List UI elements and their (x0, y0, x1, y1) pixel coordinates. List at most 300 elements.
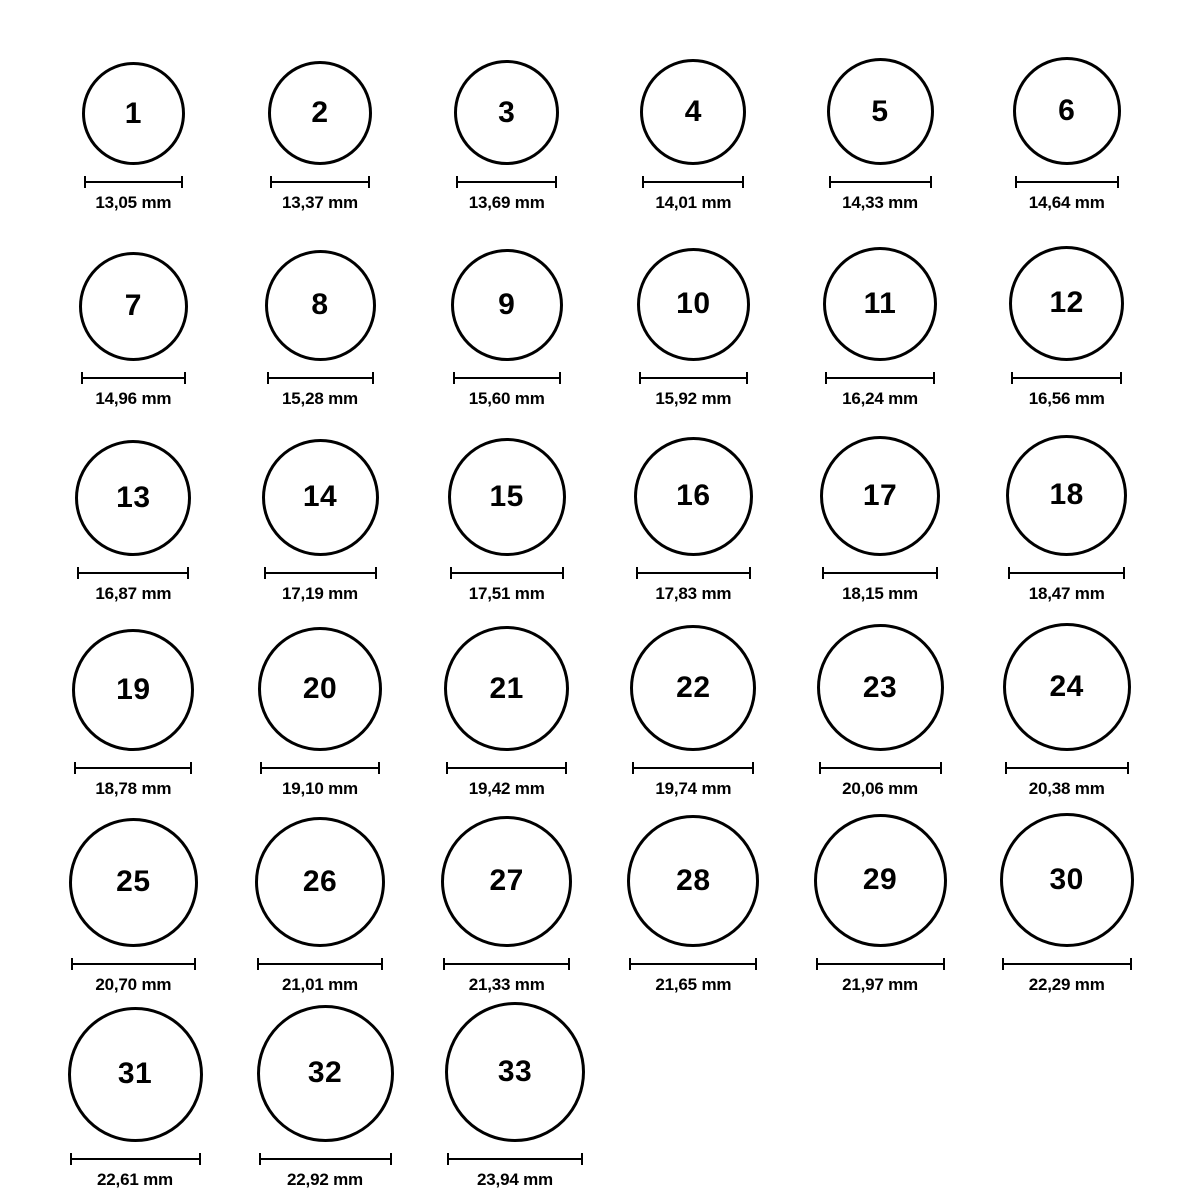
caliper-icon (629, 958, 757, 970)
ring-size-number: 31 (117, 1057, 153, 1091)
caliper-bar (822, 572, 938, 574)
caliper-icon (260, 762, 380, 774)
caliper-icon (632, 762, 754, 774)
ring-size-number: 5 (871, 94, 889, 128)
caliper-tick-right (936, 567, 938, 579)
ring-circle (451, 249, 563, 361)
diameter-label: 14,33 mm (842, 193, 918, 213)
caliper-bar (443, 963, 570, 965)
caliper-tick-right (1120, 372, 1122, 384)
ring-size-number: 4 (684, 95, 702, 129)
caliper-tick-right (565, 762, 567, 774)
ring-size-number: 24 (1049, 670, 1084, 704)
diameter-measure (1011, 372, 1122, 409)
ring-size-number: 7 (124, 289, 142, 323)
ring-size-cell (40, 1007, 230, 1190)
diameter-label: 22,61 mm (97, 1169, 173, 1189)
caliper-tick-left (1005, 762, 1007, 774)
ring-size-cell (973, 57, 1160, 213)
caliper-tick-left (74, 762, 76, 774)
caliper-tick-left (257, 958, 259, 970)
ring-size-cell (973, 435, 1160, 604)
ring-circle (262, 439, 379, 556)
caliper-bar (816, 963, 945, 965)
ring-size-number: 20 (302, 672, 338, 706)
diameter-label: 13,05 mm (95, 193, 172, 213)
chart-row (40, 213, 1160, 408)
ring-size-cell (40, 629, 227, 799)
caliper-tick-right (378, 762, 380, 774)
caliper-tick-right (555, 176, 557, 188)
caliper-icon (816, 958, 945, 970)
diameter-measure (1015, 176, 1119, 213)
diameter-measure (639, 372, 748, 409)
ring-circle (1003, 623, 1131, 751)
ring-size-number: 33 (497, 1054, 533, 1088)
diameter-measure (443, 958, 570, 995)
caliper-icon (81, 372, 186, 384)
caliper-tick-right (940, 762, 942, 774)
ring-circle (68, 1007, 203, 1142)
caliper-icon (74, 762, 192, 774)
ring-size-cell (413, 249, 600, 409)
ring-circle (630, 625, 756, 751)
caliper-bar (267, 377, 374, 379)
ring-circle (820, 436, 940, 556)
ring-circle (445, 1002, 585, 1142)
diameter-measure (819, 762, 942, 799)
caliper-icon (456, 176, 557, 188)
ring-circle (255, 817, 385, 947)
caliper-bar (639, 377, 748, 379)
caliper-bar (636, 572, 751, 574)
ring-size-number: 30 (1049, 862, 1084, 896)
diameter-measure (1005, 762, 1129, 799)
caliper-bar (447, 1158, 583, 1160)
caliper-tick-left (267, 372, 269, 384)
caliper-bar (632, 767, 754, 769)
diameter-measure (632, 762, 754, 799)
ring-size-cell (227, 817, 414, 995)
caliper-bar (74, 767, 192, 769)
caliper-tick-left (443, 958, 445, 970)
caliper-icon (270, 176, 370, 188)
ring-size-number: 22 (676, 671, 711, 705)
caliper-tick-left (84, 176, 86, 188)
ring-size-cell (600, 59, 787, 213)
ring-size-number: 14 (302, 480, 338, 514)
diameter-label: 21,65 mm (655, 974, 732, 994)
caliper-bar (829, 181, 932, 183)
caliper-tick-left (270, 176, 272, 188)
caliper-icon (1008, 567, 1125, 579)
caliper-tick-right (742, 176, 744, 188)
ring-size-cell (600, 248, 787, 409)
chart-row (40, 18, 1160, 213)
caliper-bar (1002, 963, 1132, 965)
diameter-measure (260, 762, 380, 799)
diameter-measure (829, 176, 932, 213)
caliper-bar (81, 377, 186, 379)
diameter-label: 14,64 mm (1028, 193, 1105, 213)
caliper-bar (70, 1158, 201, 1160)
caliper-icon (1002, 958, 1132, 970)
ring-size-number: 9 (498, 287, 516, 321)
caliper-icon (453, 372, 561, 384)
caliper-tick-right (930, 176, 932, 188)
ring-circle (258, 627, 382, 751)
ring-circle (441, 816, 572, 947)
caliper-tick-right (368, 176, 370, 188)
diameter-measure (453, 372, 561, 409)
caliper-tick-right (194, 958, 196, 970)
caliper-tick-left (1015, 176, 1017, 188)
ring-circle (1013, 57, 1121, 165)
ring-size-cell (600, 625, 787, 799)
diameter-label: 16,24 mm (842, 388, 918, 408)
diameter-measure (84, 176, 183, 213)
diameter-measure (70, 1153, 201, 1190)
ring-size-number: 23 (862, 670, 898, 704)
diameter-measure (822, 567, 938, 604)
ring-size-cell (420, 1002, 610, 1190)
caliper-tick-left (259, 1153, 261, 1165)
ring-size-number: 15 (489, 479, 524, 513)
caliper-icon (450, 567, 564, 579)
caliper-bar (257, 963, 383, 965)
caliper-icon (446, 762, 567, 774)
diameter-measure (1002, 958, 1132, 995)
caliper-icon (447, 1153, 583, 1165)
caliper-bar (629, 963, 757, 965)
ring-circle (75, 440, 191, 556)
diameter-label: 16,56 mm (1028, 388, 1105, 408)
ring-circle (268, 61, 372, 165)
ring-size-cell (413, 816, 600, 995)
caliper-icon (1005, 762, 1129, 774)
ring-circle (814, 814, 947, 947)
ring-circle (257, 1005, 394, 1142)
diameter-label: 17,19 mm (282, 583, 358, 603)
caliper-tick-left (642, 176, 644, 188)
caliper-icon (819, 762, 942, 774)
caliper-bar (259, 1158, 392, 1160)
diameter-measure (450, 567, 564, 604)
caliper-tick-left (819, 762, 821, 774)
caliper-icon (77, 567, 189, 579)
caliper-tick-right (181, 176, 183, 188)
ring-circle (627, 815, 759, 947)
ring-size-number: 16 (676, 479, 711, 513)
diameter-label: 14,01 mm (655, 193, 732, 213)
caliper-icon (636, 567, 751, 579)
caliper-tick-left (639, 372, 641, 384)
caliper-tick-right (933, 372, 935, 384)
caliper-bar (260, 767, 380, 769)
diameter-label: 21,97 mm (842, 974, 918, 994)
caliper-tick-left (636, 567, 638, 579)
ring-circle (72, 629, 194, 751)
caliper-bar (825, 377, 935, 379)
diameter-label: 17,51 mm (468, 583, 545, 603)
caliper-tick-left (1008, 567, 1010, 579)
caliper-bar (1011, 377, 1122, 379)
ring-size-number: 19 (116, 673, 151, 707)
diameter-measure (81, 372, 186, 409)
caliper-tick-right (375, 567, 377, 579)
ring-size-number: 12 (1049, 286, 1084, 320)
caliper-icon (642, 176, 744, 188)
caliper-tick-left (629, 958, 631, 970)
caliper-tick-left (260, 762, 262, 774)
caliper-icon (267, 372, 374, 384)
ring-size-number: 21 (489, 671, 524, 705)
diameter-label: 21,01 mm (282, 974, 358, 994)
caliper-icon (257, 958, 383, 970)
diameter-label: 17,83 mm (655, 583, 732, 603)
diameter-label: 14,96 mm (95, 388, 172, 408)
ring-size-cell (973, 246, 1160, 409)
ring-size-number: 6 (1058, 94, 1076, 128)
ring-size-number: 27 (489, 864, 524, 898)
ring-size-number: 2 (311, 96, 329, 130)
caliper-icon (84, 176, 183, 188)
caliper-tick-left (70, 1153, 72, 1165)
ring-size-cell (787, 436, 974, 604)
caliper-tick-right (752, 762, 754, 774)
diameter-measure (259, 1153, 392, 1190)
caliper-bar (1005, 767, 1129, 769)
ring-size-number: 1 (124, 96, 142, 130)
caliper-tick-left (264, 567, 266, 579)
caliper-icon (71, 958, 196, 970)
caliper-tick-left (450, 567, 452, 579)
caliper-tick-left (1011, 372, 1013, 384)
ring-circle (1006, 435, 1127, 556)
ring-circle (637, 248, 750, 361)
ring-size-cell (40, 62, 227, 213)
ring-size-cell (600, 815, 787, 995)
diameter-label: 19,10 mm (282, 779, 358, 799)
caliper-icon (639, 372, 748, 384)
caliper-bar (1015, 181, 1119, 183)
ring-circle (640, 59, 746, 165)
caliper-tick-left (816, 958, 818, 970)
caliper-icon (264, 567, 377, 579)
diameter-label: 15,92 mm (655, 388, 732, 408)
ring-size-number: 28 (676, 863, 711, 897)
caliper-tick-right (1127, 762, 1129, 774)
ring-size-cell (787, 247, 974, 409)
diameter-measure (456, 176, 557, 213)
caliper-tick-right (1130, 958, 1132, 970)
caliper-tick-right (184, 372, 186, 384)
ring-size-cell (973, 813, 1160, 995)
ring-size-cell (413, 60, 600, 213)
caliper-tick-right (559, 372, 561, 384)
ring-size-cell (40, 818, 227, 995)
ring-size-cell (600, 437, 787, 604)
caliper-bar (84, 181, 183, 183)
diameter-measure (636, 567, 751, 604)
diameter-label: 20,06 mm (842, 779, 918, 799)
chart-row (40, 604, 1160, 799)
ring-circle (1000, 813, 1134, 947)
caliper-tick-left (77, 567, 79, 579)
diameter-measure (825, 372, 935, 409)
caliper-tick-right (1123, 567, 1125, 579)
ring-circle (448, 438, 566, 556)
ring-circle (79, 252, 188, 361)
diameter-measure (1008, 567, 1125, 604)
diameter-label: 19,74 mm (655, 779, 732, 799)
caliper-tick-right (562, 567, 564, 579)
ring-size-cell (413, 626, 600, 799)
diameter-label: 23,94 mm (477, 1169, 553, 1189)
caliper-bar (1008, 572, 1125, 574)
diameter-label: 19,42 mm (468, 779, 545, 799)
caliper-bar (446, 767, 567, 769)
caliper-tick-left (446, 762, 448, 774)
caliper-tick-right (943, 958, 945, 970)
chart-row (40, 799, 1160, 994)
caliper-icon (443, 958, 570, 970)
diameter-label: 20,38 mm (1028, 779, 1105, 799)
diameter-measure (264, 567, 377, 604)
ring-size-number: 26 (302, 864, 338, 898)
ring-size-cell (40, 252, 227, 409)
chart-row (40, 409, 1160, 604)
caliper-bar (264, 572, 377, 574)
caliper-icon (822, 567, 938, 579)
diameter-measure (629, 958, 757, 995)
caliper-tick-right (1117, 176, 1119, 188)
ring-size-number: 32 (307, 1056, 343, 1090)
caliper-tick-left (632, 762, 634, 774)
caliper-tick-left (453, 372, 455, 384)
ring-size-cell (227, 627, 414, 799)
diameter-label: 18,47 mm (1028, 583, 1105, 603)
caliper-tick-left (1002, 958, 1004, 970)
ring-size-cell (413, 438, 600, 604)
caliper-icon (825, 372, 935, 384)
caliper-tick-right (187, 567, 189, 579)
caliper-bar (453, 377, 561, 379)
diameter-label: 16,87 mm (95, 583, 172, 603)
caliper-tick-right (190, 762, 192, 774)
caliper-tick-right (372, 372, 374, 384)
diameter-measure (74, 762, 192, 799)
caliper-tick-right (199, 1153, 201, 1165)
diameter-label: 22,29 mm (1028, 974, 1105, 994)
diameter-measure (816, 958, 945, 995)
ring-size-number: 25 (116, 865, 151, 899)
ring-size-number: 11 (863, 286, 897, 320)
caliper-bar (819, 767, 942, 769)
caliper-icon (70, 1153, 201, 1165)
caliper-tick-right (755, 958, 757, 970)
ring-size-number: 3 (498, 95, 516, 129)
diameter-measure (71, 958, 196, 995)
ring-size-cell (227, 250, 414, 409)
caliper-tick-right (581, 1153, 583, 1165)
caliper-tick-left (447, 1153, 449, 1165)
diameter-measure (270, 176, 370, 213)
caliper-tick-right (390, 1153, 392, 1165)
ring-circle (265, 250, 376, 361)
ring-size-number: 10 (676, 287, 711, 321)
diameter-label: 13,37 mm (282, 193, 358, 213)
diameter-measure (642, 176, 744, 213)
diameter-label: 21,33 mm (468, 974, 545, 994)
caliper-tick-left (456, 176, 458, 188)
ring-size-number: 17 (862, 478, 898, 512)
caliper-bar (456, 181, 557, 183)
ring-circle (444, 626, 569, 751)
caliper-tick-right (746, 372, 748, 384)
caliper-icon (1015, 176, 1119, 188)
caliper-tick-right (381, 958, 383, 970)
ring-size-cell (973, 623, 1160, 799)
ring-circle (1009, 246, 1124, 361)
diameter-measure (446, 762, 567, 799)
caliper-tick-right (568, 958, 570, 970)
diameter-label: 18,78 mm (95, 779, 172, 799)
diameter-measure (447, 1153, 583, 1190)
caliper-tick-left (81, 372, 83, 384)
ring-size-number: 13 (116, 480, 151, 514)
caliper-bar (77, 572, 189, 574)
diameter-label: 18,15 mm (842, 583, 918, 603)
diameter-label: 13,69 mm (468, 193, 545, 213)
caliper-bar (270, 181, 370, 183)
ring-circle (817, 624, 944, 751)
diameter-label: 22,92 mm (287, 1169, 363, 1189)
caliper-tick-left (825, 372, 827, 384)
ring-size-cell (227, 439, 414, 604)
ring-circle (823, 247, 937, 361)
ring-size-cell (40, 440, 227, 604)
diameter-label: 20,70 mm (95, 974, 172, 994)
caliper-icon (259, 1153, 392, 1165)
caliper-tick-right (749, 567, 751, 579)
ring-circle (82, 62, 185, 165)
diameter-label: 15,28 mm (282, 388, 358, 408)
caliper-tick-left (71, 958, 73, 970)
ring-circle (827, 58, 934, 165)
ring-circle (69, 818, 198, 947)
ring-size-number: 29 (862, 863, 898, 897)
chart-row (40, 995, 1160, 1190)
diameter-measure (267, 372, 374, 409)
caliper-tick-left (822, 567, 824, 579)
ring-circle (634, 437, 753, 556)
ring-circle (454, 60, 559, 165)
ring-size-number: 8 (311, 288, 329, 322)
ring-size-cell (230, 1005, 420, 1190)
ring-size-number: 18 (1049, 478, 1084, 512)
caliper-icon (829, 176, 932, 188)
diameter-measure (77, 567, 189, 604)
caliper-bar (642, 181, 744, 183)
ring-size-cell (787, 814, 974, 995)
caliper-bar (71, 963, 196, 965)
ring-size-cell (787, 58, 974, 213)
caliper-bar (450, 572, 564, 574)
diameter-label: 15,60 mm (468, 388, 545, 408)
caliper-icon (1011, 372, 1122, 384)
ring-size-cell (227, 61, 414, 213)
